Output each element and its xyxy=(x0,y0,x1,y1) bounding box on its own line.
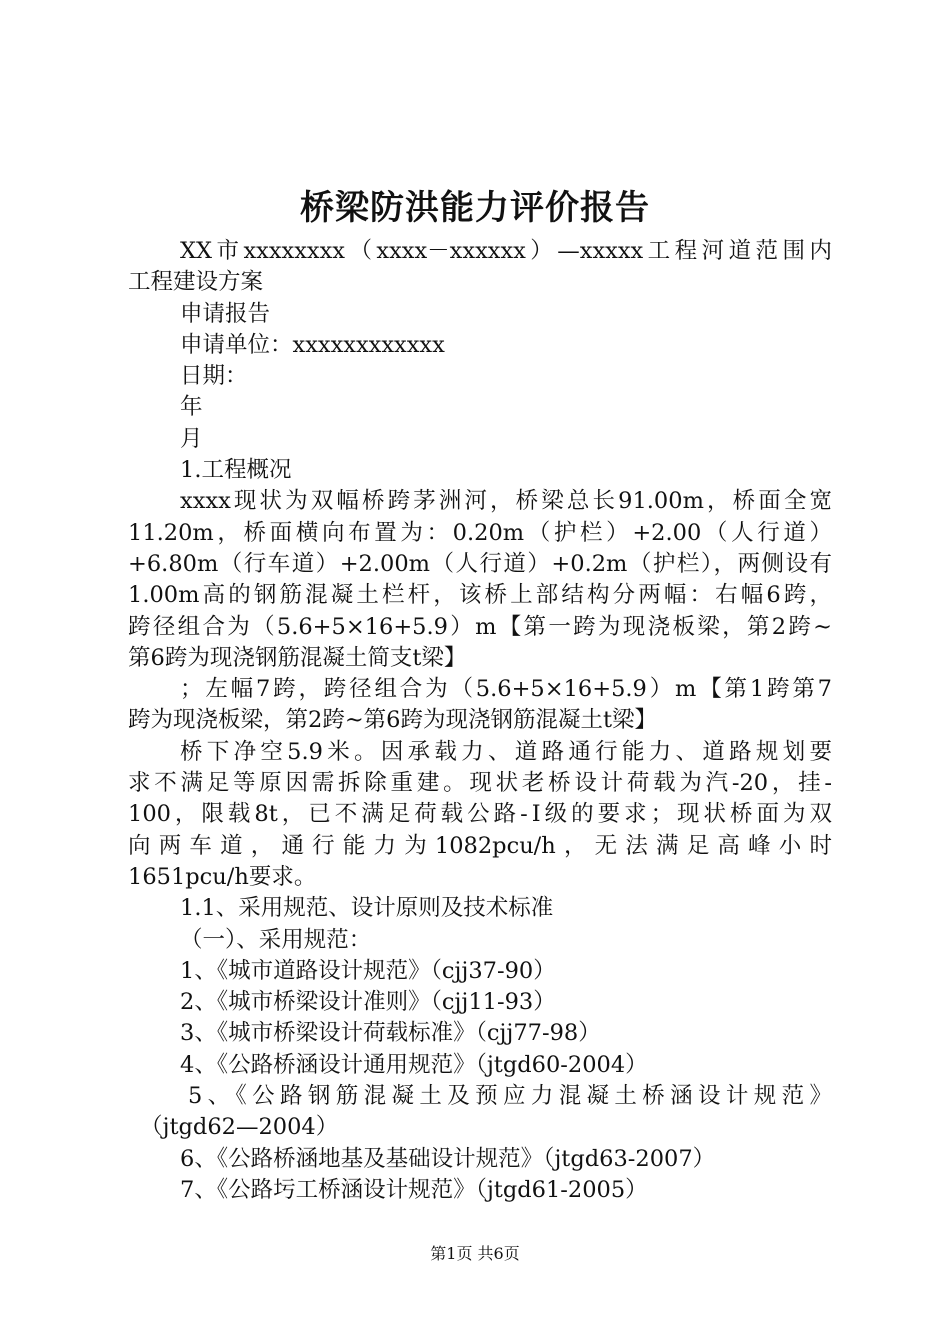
paragraph-line: 100，限载8t，已不满足荷载公路-Ⅰ级的要求；现状桥面为双 xyxy=(128,801,832,828)
paragraph-line: 1651pcu/h要求。 xyxy=(128,863,317,890)
paragraph-line: 跨为现浇板梁，第2跨~第6跨为现浇钢筋混凝土t梁】 xyxy=(128,707,658,734)
paragraph-line: 1.00m高的钢筋混凝土栏杆，该桥上部结构分两幅：右幅6跨， xyxy=(128,582,832,609)
paragraph-line: 月 xyxy=(180,425,203,452)
list-item: 2、《城市桥梁设计准则》（cjj11-93） xyxy=(180,989,556,1016)
subsection-heading: （一）、采用规范： xyxy=(180,926,372,953)
paragraph-line: 跨径组合为（5.6+5×16+5.9）m【第一跨为现浇板梁，第2跨~ xyxy=(128,613,832,640)
paragraph-line: xxxx现状为双幅桥跨茅洲河，桥梁总长91.00m，桥面全宽 xyxy=(180,488,832,515)
page-footer: 第1页 共6页 xyxy=(430,1244,520,1263)
paragraph-line: 求不满足等原因需拆除重建。现状老桥设计荷载为汽-20，挂- xyxy=(128,770,832,797)
paragraph-line: 11.20m，桥面横向布置为：0.20m（护栏）+2.00（人行道） xyxy=(128,519,832,546)
list-item: 7、《公路圬工桥涵设计规范》（jtgd61-2005） xyxy=(180,1176,648,1203)
document-title: 桥梁防洪能力评价报告 xyxy=(300,188,650,228)
list-item: 4、《公路桥涵设计通用规范》（jtgd60-2004） xyxy=(180,1051,648,1078)
paragraph-line: ；左幅7跨，跨径组合为（5.6+5×16+5.9）m【第1跨第7 xyxy=(180,676,832,703)
paragraph-line: XX市xxxxxxxx（xxxx－xxxxxx）—xxxxx工程河道范围内 xyxy=(180,238,832,264)
paragraph-line: 日期： xyxy=(180,363,248,390)
list-item: 6、《公路桥涵地基及基础设计规范》（jtgd63-2007） xyxy=(180,1145,716,1172)
paragraph-line: 第6跨为现浇钢筋混凝土简支t梁】 xyxy=(128,644,467,671)
document-body xyxy=(128,236,832,1206)
list-item: 3、《城市桥梁设计荷载标准》（cjj77-98） xyxy=(180,1020,601,1047)
paragraph-line: 桥下净空5.9米。因承载力、道路通行能力、道路规划要 xyxy=(180,738,832,765)
list-item: 1、《城市道路设计规范》（cjj37-90） xyxy=(180,957,556,984)
paragraph-line: 年 xyxy=(180,394,203,421)
paragraph-line: 申请单位：xxxxxxxxxxxx xyxy=(180,331,445,358)
list-item-continuation: （jtgd62—2004） xyxy=(140,1114,339,1141)
paragraph-line: 向两车道，通行能力为1082pcu/h，无法满足高峰小时 xyxy=(128,832,832,859)
paragraph-line: +6.80m（行车道）+2.00m（人行道）+0.2m（护栏），两侧设有 xyxy=(128,550,832,577)
paragraph-line: 申请报告 xyxy=(180,300,271,327)
section-heading: 1.工程概况 xyxy=(180,457,292,484)
list-item: 5、《公路钢筋混凝土及预应力混凝土桥涵设计规范》 xyxy=(188,1083,832,1110)
section-heading: 1.1、采用规范、设计原则及技术标准 xyxy=(180,895,554,922)
paragraph-line: 工程建设方案 xyxy=(128,269,264,296)
